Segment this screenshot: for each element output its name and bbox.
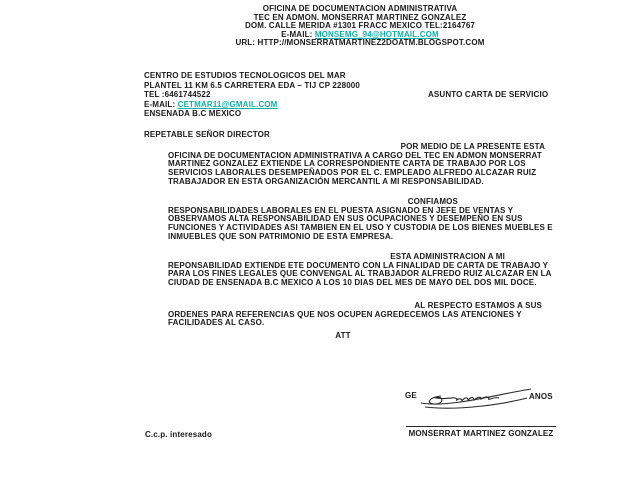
paragraph-line: SERVICIOS LABORALES DESEMPEÑADOS POR EL C. EMPLEADO ALFREDO ALCAZAR RUIZ — [168, 168, 537, 178]
recipient-city-line: ENSENADA B.C MEXICO — [144, 109, 242, 119]
letterhead-url-line: URL: HTTP://MONSERRATMARTINEZ2DOATM.BLOGSPOT.COM — [235, 38, 485, 48]
paragraph-line: OFICINA DE DOCUMENTACION ADMINISTRATIVA A CARGO DEL TEC EN ADMON MONSERRAT — [168, 150, 542, 160]
letterhead-line: TEC EN ADMON. MONSERRAT MARTINEZ GONZALEZ — [253, 12, 467, 22]
paragraph-line: ORDENES PARA REFERENCIAS QUE NOS OCUPEN AGREDECEMOS LAS ATENCIONES Y — [168, 309, 522, 319]
letterhead — [150, 5, 570, 48]
paragraph-lead: ESTA ADMINISTRACION A MI — [390, 252, 505, 261]
paragraph-line: OBSERVAMOS ALTA RESPONSABILIDAD EN SUS OCUPACIONES Y DESEMPEÑO EN SUS — [168, 214, 523, 224]
paragraph-line: REPONSABILIDAD EXTIENDE ETE DOCUMENTO CON LA FINALIDAD DE CARTA DE TRABAJO Y — [168, 260, 549, 270]
paragraph-2 — [143, 198, 558, 242]
handwritten-signature — [419, 384, 533, 412]
paragraph-lead: AL RESPECTO ESTAMOS A SUS — [414, 301, 542, 310]
paragraph-line: TRABAJADOR EN ESTA ORGANIZACIÓN MERCANTIL A MI RESPONSABILIDAD. — [168, 176, 484, 186]
recipient-email-link[interactable]: CETMAR11@GMAIL.COM — [177, 99, 278, 109]
paragraph-line: PARA LOS FINES LEGALES QUE CONVENGAL AL TRABJADOR ALFREDO RUIZ ALCAZAR EN LA — [168, 269, 552, 279]
subject-line: ASUNTO CARTA DE SERVICIO — [428, 90, 549, 99]
email-label: E-MAIL: — [281, 29, 315, 39]
paragraph-line: MARTINEZ GONZALEZ EXTIENDE LA CORRESPONDIENTE CARTA DE TRABAJO POR LOS — [168, 159, 526, 169]
salutation: REPETABLE SEÑOR DIRECTOR — [144, 130, 270, 139]
signature-right-text: ANOS — [529, 392, 553, 401]
signatory-name: MONSERRAT MARTINEZ GONZALEZ — [408, 429, 554, 438]
recipient-line: CENTRO DE ESTUDIOS TECNOLOGICOS DEL MAR — [144, 71, 346, 80]
paragraph-line: RESPONSABILIDADES LABORALES EN EL PUESTA ASIGNADO EN JEFE DE VENTAS Y — [168, 205, 514, 215]
paragraph-1 — [143, 143, 558, 187]
paragraph-line: INMUEBLES QUE SON PATRIMONIO DE ESTA EMPRESA. — [168, 231, 394, 241]
paragraph-4 — [143, 302, 558, 328]
paragraph-3 — [143, 253, 558, 288]
letterhead-line: DOM. CALLE MERIDA #1301 FRACC MEXICO TEL:2164767 — [244, 21, 476, 31]
paragraph-lead: POR MEDIO DE LA PRESENTE ESTA — [400, 142, 545, 151]
paragraph-line: CIUDAD DE ENSENADA B.C MEXICO A LOS 10 DIAS DEL MES DE MAYO DEL DOS MIL DOCE. — [168, 278, 537, 288]
email-label: E-MAIL: — [144, 99, 178, 109]
recipient-email-row — [144, 100, 360, 110]
letterhead-email-link[interactable]: MONSEMG_94@HOTMAIL.COM — [314, 29, 439, 39]
ccp-note: C.c.p. interesado — [145, 430, 213, 439]
paragraph-line: FUNCIONES Y ACTIVIDADES ASI TAMBIEN EN EL USO Y CUSTODIA DE LOS BIENES MUEBLES E — [168, 223, 553, 233]
letterhead-line: OFICINA DE DOCUMENTACION ADMINISTRATIVA — [262, 4, 458, 13]
signature-left-text: GE — [405, 391, 417, 400]
recipient-block — [144, 71, 360, 119]
paragraph-line: FACILIDADES AL CASO. — [168, 318, 265, 328]
recipient-line: PLANTEL 11 KM 6.5 CARRETERA EDA – TIJ CP 228000 — [144, 80, 361, 90]
paragraph-lead: CONFIAMOS — [407, 197, 458, 206]
recipient-line: TEL :6461744522 — [144, 90, 211, 100]
signature-rule — [406, 426, 556, 427]
att-label: ATT — [335, 331, 351, 340]
